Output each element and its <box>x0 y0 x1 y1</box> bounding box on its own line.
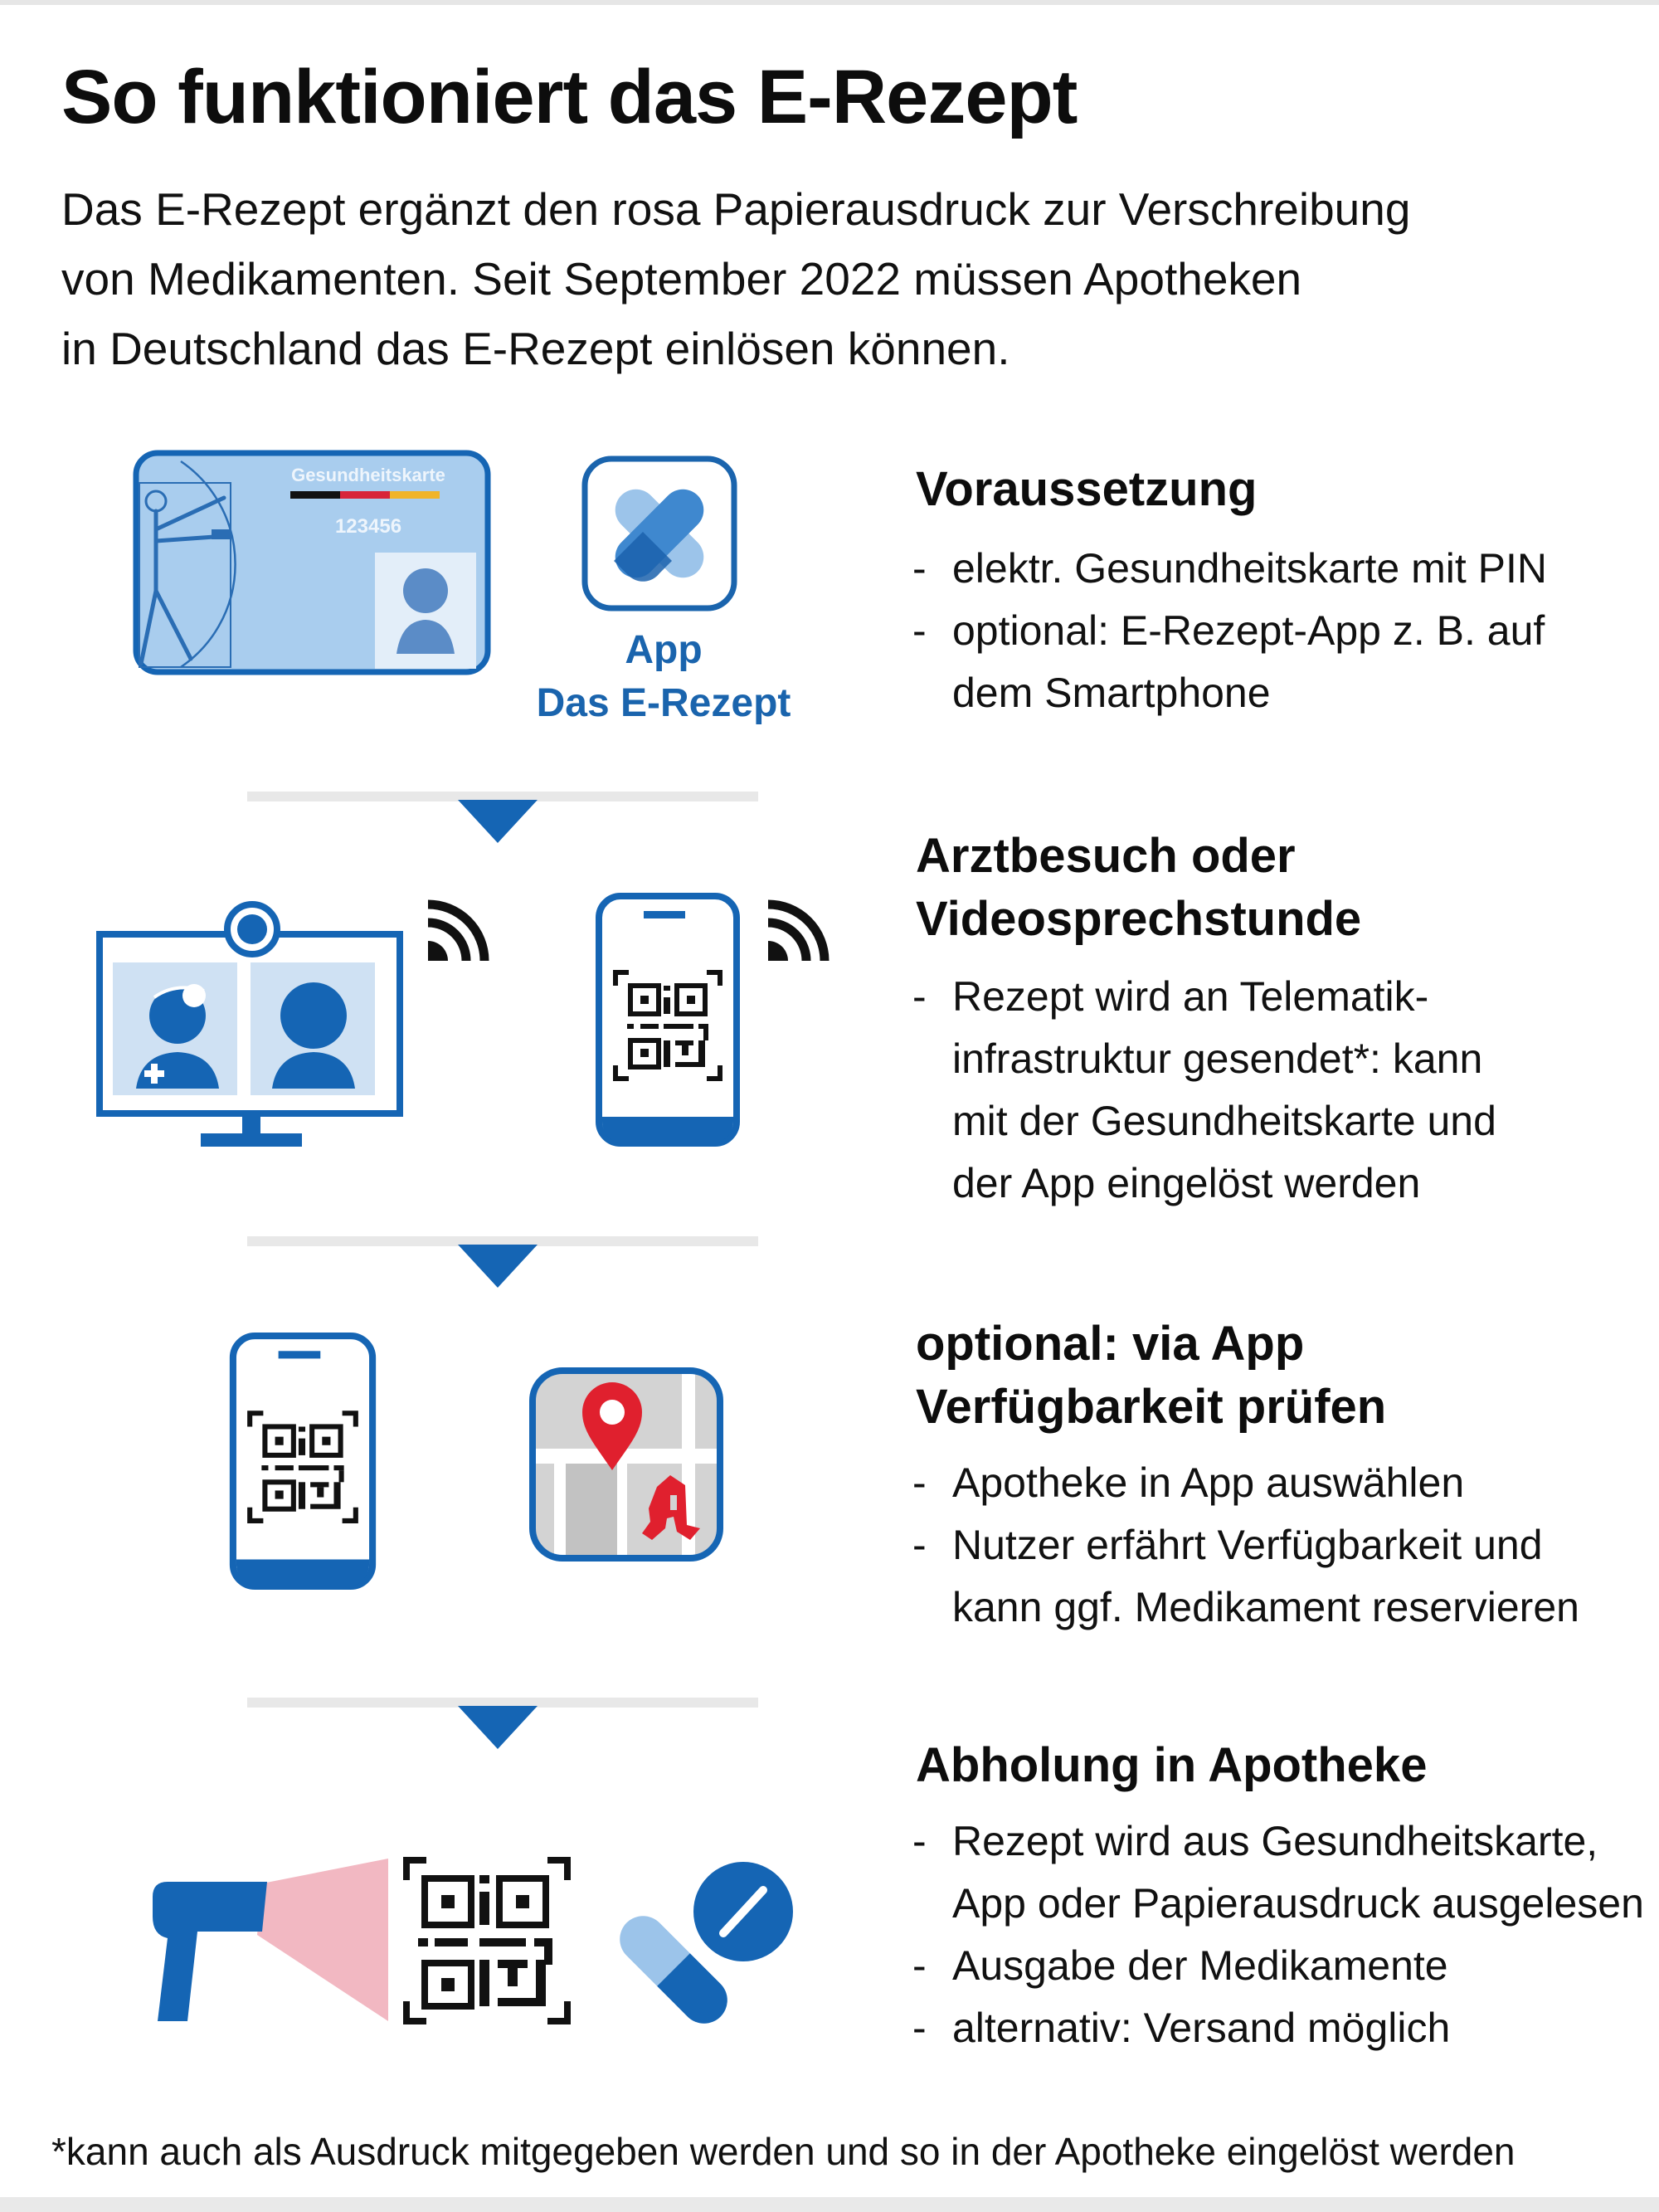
step-bullets-abholung <box>912 1810 1644 2059</box>
bullet-dash: - <box>912 545 927 592</box>
pharmacy-map-pin-icon <box>524 1362 728 1566</box>
step-title-arztbesuch <box>916 825 1361 951</box>
step-title-line: Arztbesuch oder <box>916 829 1296 883</box>
bullet-item <box>912 1997 1644 2059</box>
step-title-line: Abholung in Apotheke <box>916 1738 1428 1792</box>
bullet-item <box>912 1810 1644 1935</box>
down-arrow-icon <box>458 1706 538 1749</box>
bottom-border <box>0 2197 1659 2212</box>
step-title-verfuegbarkeit <box>916 1313 1386 1439</box>
health-insurance-card-icon <box>133 450 491 675</box>
bullet-dash: - <box>912 1818 927 1864</box>
bullet-dash: - <box>912 973 927 1020</box>
bullet-item <box>912 600 1547 724</box>
step-title-line: Videosprechstunde <box>916 892 1362 946</box>
bullet-item <box>912 1935 1644 1997</box>
bullet-item <box>912 1452 1579 1514</box>
smartphone-qr-code-icon <box>596 893 740 1147</box>
intro-line: in Deutschland das E-Rezept einlösen können. <box>61 323 1010 374</box>
bullet-text: optional: E-Rezept-App z. B. auf <box>952 607 1545 654</box>
down-arrow-icon <box>458 1245 538 1288</box>
bullet-text: alternativ: Versand möglich <box>952 2005 1451 2051</box>
bullet-text: Nutzer erfährt Verfügbarkeit und <box>952 1522 1543 1568</box>
bullet-item <box>912 538 1547 600</box>
intro-line: Das E-Rezept ergänzt den rosa Papierausdruck zur Verschreibung <box>61 183 1411 235</box>
bullet-dash: - <box>912 1942 927 1989</box>
footnote: *kann auch als Ausdruck mitgegeben werden und so in der Apotheke eingelöst werden <box>51 2130 1515 2173</box>
svg-text:123456: 123456 <box>334 515 402 538</box>
bullet-dash: - <box>912 607 927 654</box>
intro-line: von Medikamenten. Seit September 2022 müssen Apotheken <box>61 253 1302 305</box>
bullet-text: App oder Papierausdruck ausgelesen <box>952 1880 1644 1927</box>
app-label-line1: App <box>625 628 703 672</box>
step-title-abholung <box>916 1734 1427 1797</box>
bullet-text: Rezept wird an Telematik- <box>952 973 1429 1020</box>
bullet-item <box>912 1514 1579 1639</box>
bullet-text: mit der Gesundheitskarte und <box>952 1098 1496 1144</box>
bullet-text: kann ggf. Medikament reservieren <box>952 1584 1579 1630</box>
down-arrow-icon <box>458 800 538 843</box>
pills-icon <box>615 1854 805 2028</box>
bullet-text: infrastruktur gesendet*: kann <box>952 1035 1483 1082</box>
svg-text:Gesundheitskarte: Gesundheitskarte <box>291 465 445 485</box>
step-bullets-verfuegbarkeit <box>912 1452 1579 1639</box>
bullet-text: dem Smartphone <box>952 670 1271 716</box>
step-bullets-voraussetzung <box>912 538 1547 724</box>
step-title-voraussetzung <box>916 458 1257 521</box>
step-title-line: Voraussetzung <box>916 462 1258 516</box>
qr-code-icon <box>401 1855 572 2026</box>
bullet-text: Rezept wird aus Gesundheitskarte, <box>952 1818 1598 1864</box>
bullet-dash: - <box>912 1522 927 1568</box>
bullet-item <box>912 966 1496 1215</box>
step-title-line: Verfügbarkeit prüfen <box>916 1380 1387 1434</box>
bullet-dash: - <box>912 2005 927 2051</box>
app-label <box>514 624 813 730</box>
wireless-signal-icon <box>425 898 491 964</box>
smartphone-qr-code-icon <box>229 1333 377 1590</box>
video-consultation-monitor-icon <box>96 899 408 1153</box>
top-border <box>0 0 1659 5</box>
bullet-text: der App eingelöst werden <box>952 1160 1421 1206</box>
e-rezept-app-icon <box>581 455 738 612</box>
bullet-text: elektr. Gesundheitskarte mit PIN <box>952 545 1547 592</box>
barcode-scanner-icon <box>149 1859 390 2024</box>
wireless-signal-icon <box>765 898 831 964</box>
step-title-line: optional: via App <box>916 1317 1305 1371</box>
intro-text <box>61 174 1654 383</box>
app-label-line2: Das E-Rezept <box>536 681 791 725</box>
bullet-dash: - <box>912 1459 927 1506</box>
step-bullets-arztbesuch <box>912 966 1496 1215</box>
page-title: So funktioniert das E-Rezept <box>61 55 1078 139</box>
bullet-text: Apotheke in App auswählen <box>952 1459 1465 1506</box>
bullet-text: Ausgabe der Medikamente <box>952 1942 1448 1989</box>
